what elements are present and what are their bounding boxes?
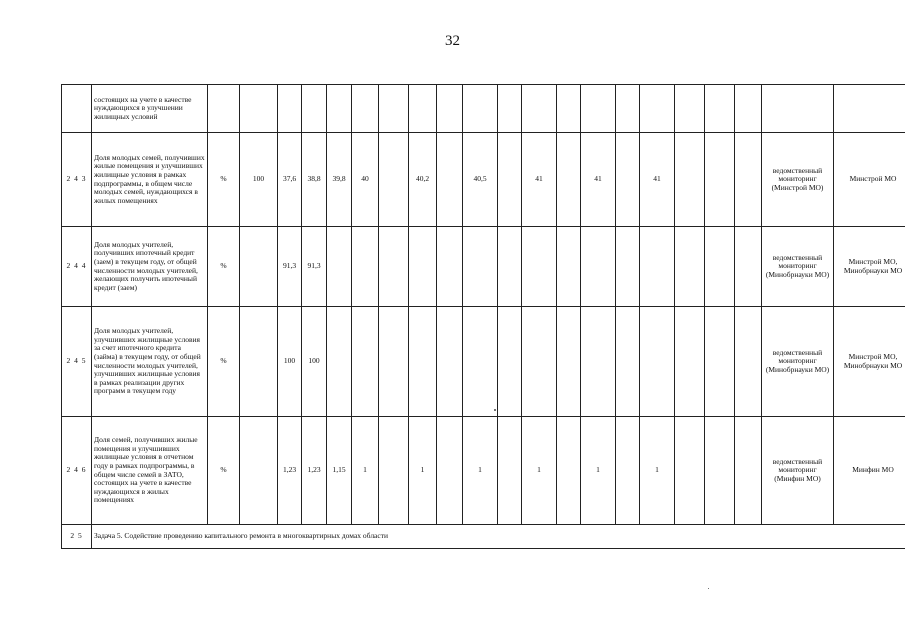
value-cell [379,307,409,417]
value-cell: 1 [581,417,616,525]
value-cell: 41 [640,133,675,227]
value-cell [379,417,409,525]
row-number: 2 4 6 [62,417,92,525]
value-cell [705,227,735,307]
source-cell: ведомственный мониторинг (Минобрнауки МО) [762,307,834,417]
value-cell [735,417,762,525]
unit-cell: % [208,227,240,307]
value-cell: 40,5 [463,133,498,227]
table-row [62,227,905,307]
value-cell [437,133,463,227]
value-cell: 39,8 [327,133,352,227]
value-cell [352,85,379,133]
value-cell [675,85,705,133]
value-cell [463,227,498,307]
value-cell [705,417,735,525]
page-number: 32 [445,33,460,49]
value-cell [498,85,522,133]
unit-cell [208,85,240,133]
value-cell: 41 [522,133,557,227]
scan-speck [708,588,709,589]
value-cell [379,133,409,227]
responsible-cell: Минстрой МО, Минобрнауки МО [834,227,905,307]
indicator-description: Доля семей, получивших жилые помещения и улучшивших жилищные условия в отчетном году в рамках подпрограммы, в общем числе семей в ЗАТО, состоящих на учете в качестве нуждающихся в жилых помещениях [92,417,208,525]
source-cell: ведомственный мониторинг (Минфин МО) [762,417,834,525]
table-row [62,417,905,525]
value-cell [616,307,640,417]
value-cell [735,85,762,133]
value-cell: 100 [302,307,327,417]
value-cell [675,417,705,525]
value-cell [616,227,640,307]
value-cell [522,85,557,133]
indicator-description: Доля молодых семей, получивших жилые помещения и улучшивших жилищные условия в рамках подпрограммы, в общем числе молодых семей, нуждающихся в жилых помещениях [92,133,208,227]
value-cell: 1 [463,417,498,525]
row-number: 2 4 5 [62,307,92,417]
value-cell: 1 [352,417,379,525]
value-cell [278,85,302,133]
value-cell [616,133,640,227]
row-number: 2 4 4 [62,227,92,307]
value-cell [240,85,278,133]
responsible-cell [834,85,905,133]
value-cell: 100 [240,133,278,227]
row-number: 2 4 3 [62,133,92,227]
scan-speck [494,409,496,411]
value-cell: 40,2 [409,133,437,227]
value-cell [557,227,581,307]
value-cell [327,227,352,307]
value-cell [581,85,616,133]
value-cell [735,307,762,417]
value-cell [705,307,735,417]
task-row [62,525,905,549]
value-cell [522,227,557,307]
value-cell [640,307,675,417]
value-cell [409,307,437,417]
unit-cell: % [208,417,240,525]
value-cell [581,227,616,307]
value-cell [616,417,640,525]
value-cell [352,227,379,307]
value-cell [240,227,278,307]
value-cell [498,307,522,417]
source-cell: ведомственный мониторинг (Минстрой МО) [762,133,834,227]
value-cell [557,85,581,133]
table-row [62,307,905,417]
value-cell [616,85,640,133]
value-cell [437,307,463,417]
value-cell [675,133,705,227]
responsible-cell: Минстрой МО, Минобрнауки МО [834,307,905,417]
value-cell: 41 [581,133,616,227]
value-cell [498,133,522,227]
value-cell [409,227,437,307]
value-cell [581,307,616,417]
value-cell [327,307,352,417]
value-cell [240,417,278,525]
responsible-cell: Минфин МО [834,417,905,525]
indicator-description: состоящих на учете в качестве нуждающихся в улучшении жилищных условий [92,85,208,133]
value-cell: 1 [522,417,557,525]
unit-cell: % [208,307,240,417]
value-cell [379,227,409,307]
value-cell: 91,3 [278,227,302,307]
value-cell: 1,23 [302,417,327,525]
value-cell [437,417,463,525]
value-cell [557,133,581,227]
value-cell [640,227,675,307]
value-cell [463,85,498,133]
value-cell [675,307,705,417]
value-cell [640,85,675,133]
table-row [62,133,905,227]
unit-cell: % [208,133,240,227]
value-cell [437,227,463,307]
value-cell: 1 [409,417,437,525]
value-cell: 37,6 [278,133,302,227]
value-cell [705,133,735,227]
indicator-description: Доля молодых учителей, улучшивших жилищные условия за счет ипотечного кредита (займа) в текущем году, от общей численности молодых учителей, улучшивших жилищные условия в рамках реализации других программ в текущем году [92,307,208,417]
value-cell [522,307,557,417]
value-cell [735,133,762,227]
value-cell: 40 [352,133,379,227]
value-cell: 1,23 [278,417,302,525]
indicator-description: Доля молодых учителей, получивших ипотечный кредит (заем) в текущем году, от общей численности молодых учителей, желающих получить ипотечный кредит (заем) [92,227,208,307]
responsible-cell: Минстрой МО [834,133,905,227]
value-cell: 38,8 [302,133,327,227]
source-cell: ведомственный мониторинг (Минобрнауки МО) [762,227,834,307]
value-cell [352,307,379,417]
value-cell [498,417,522,525]
value-cell [302,85,327,133]
value-cell: 1,15 [327,417,352,525]
task-number: 2 5 [62,525,92,549]
value-cell [557,417,581,525]
value-cell [675,227,705,307]
value-cell [379,85,409,133]
value-cell [437,85,463,133]
source-cell [762,85,834,133]
value-cell [735,227,762,307]
value-cell [705,85,735,133]
table-row [62,85,905,133]
value-cell [240,307,278,417]
value-cell [498,227,522,307]
task-title: Задача 5. Содействие проведению капитального ремонта в многоквартирных домах области [92,525,905,549]
value-cell [463,307,498,417]
indicators-table [61,84,905,549]
row-number [62,85,92,133]
value-cell: 100 [278,307,302,417]
value-cell [409,85,437,133]
value-cell [327,85,352,133]
value-cell [557,307,581,417]
value-cell: 91,3 [302,227,327,307]
value-cell: 1 [640,417,675,525]
